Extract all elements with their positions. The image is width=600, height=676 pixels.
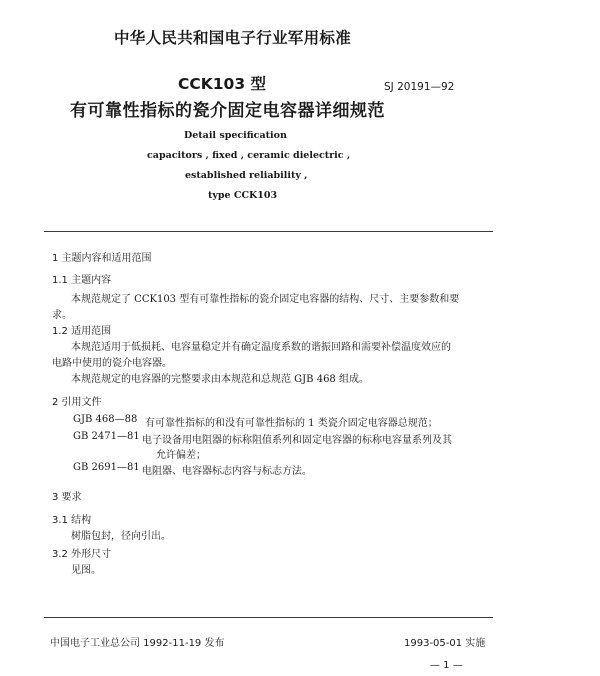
paragraph-line: 电路中使用的瓷介电容器。 [52, 358, 172, 369]
reference-code: GB 2471—81 [73, 431, 140, 442]
section-1-heading: 1 主题内容和适用范围 [52, 253, 152, 264]
reference-title: 电阻器、电容器标志内容与标志方法。 [142, 466, 312, 477]
section-1-2-heading: 1.2 适用范围 [52, 326, 112, 337]
reference-code: GJB 468—88 [73, 414, 138, 425]
reference-title-continued: 允许偏差； [156, 450, 206, 461]
issue-info: 中国电子工业总公司 1992-11-19 发布 [50, 638, 225, 649]
standard-body-header: 中华人民共和国电子行业军用标准 [114, 29, 352, 47]
english-title-line: established reliability , [185, 170, 308, 181]
paragraph-line: 本规范规定了 CCK103 型有可靠性指标的瓷介固定电容器的结构、尺寸、主要参数和要 [71, 294, 460, 305]
section-2-heading: 2 引用文件 [52, 397, 102, 408]
paragraph-line: 求。 [52, 310, 72, 321]
page-number: — 1 — [430, 660, 463, 671]
section-3-1-heading: 3.1 结构 [52, 515, 92, 526]
section-3-heading: 3 要求 [52, 492, 82, 503]
effective-date: 1993-05-01 实施 [404, 638, 486, 649]
bottom-divider [44, 617, 493, 618]
english-title-line: type CCK103 [208, 190, 278, 201]
standard-number: SJ 20191—92 [384, 81, 455, 93]
paragraph-line: 见图。 [71, 565, 101, 576]
english-title-line: capacitors , fixed , ceramic dielectric , [147, 150, 351, 161]
english-title-line: Detail specification [184, 130, 287, 141]
paragraph-line: 树脂包封，径向引出。 [71, 531, 171, 542]
section-1-1-heading: 1.1 主题内容 [52, 275, 112, 286]
top-divider [44, 231, 493, 232]
paragraph-line: 本规范规定的电容器的完整要求由本规范和总规范 GJB 468 组成。 [71, 374, 369, 385]
chinese-title: 有可靠性指标的瓷介固定电容器详细规范 [70, 101, 385, 121]
reference-title: 电子设备用电阻器的标称阻值系列和固定电容器的标称电容量系列及其 [142, 435, 452, 446]
type-title: CCK103 型 [178, 75, 267, 93]
section-3-2-heading: 3.2 外形尺寸 [52, 549, 112, 560]
paragraph-line: 本规范适用于低损耗、电容量稳定并有确定温度系数的谐振回路和需要补偿温度效应的 [71, 342, 451, 353]
reference-title: 有可靠性指标的和没有可靠性指标的 1 类瓷介固定电容器总规范； [145, 418, 438, 429]
reference-code: GB 2691—81 [73, 462, 140, 473]
